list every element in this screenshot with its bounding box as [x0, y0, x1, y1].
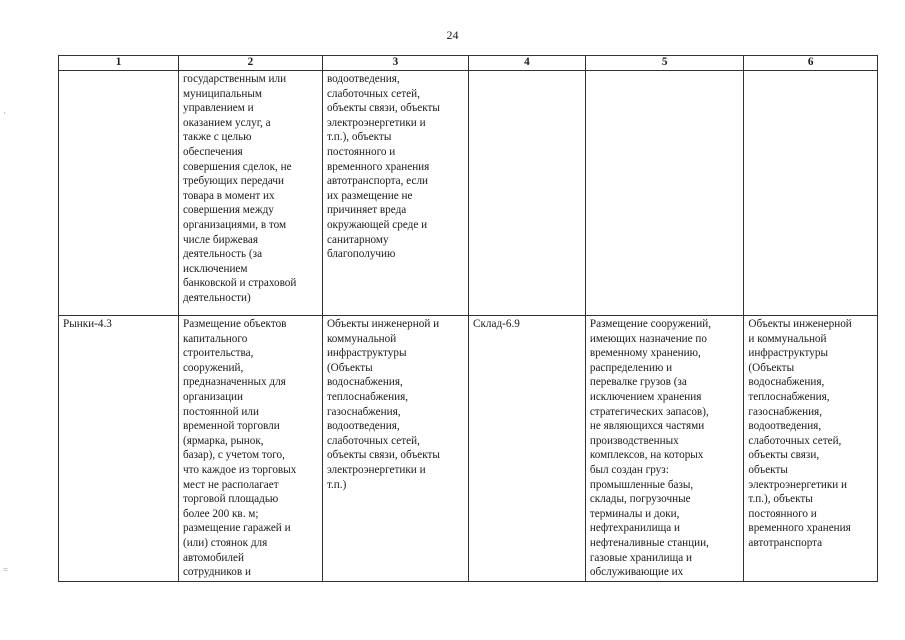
column-header-5: 5 [585, 56, 744, 71]
table-cell [59, 71, 179, 316]
table-cell [585, 316, 744, 582]
table-cell [178, 316, 322, 582]
column-header-3: 3 [322, 56, 468, 71]
table-header-row [59, 56, 878, 71]
table-cell [744, 316, 878, 582]
table-cell [469, 71, 586, 316]
cell-text: Объекты инженерной и коммунальной инфраструктуры (Объекты водоснабжения, теплоснабжения, газоснабжения, водоотведения, слаботочных сетей, объекты связи, объекты электроэнергетики и т.п.) [326, 318, 440, 491]
cell-text: Размещение объектов капитального строительства, сооружений, предназначенных для организации постоянной или временной торговли (ярмарка, рынок, базар), с учетом того, что каждое из торговых мест не располагает торговой площадью более 200 кв. м; размещение гаражей и (или) стоянок для автомобилей сотрудников и [182, 318, 297, 579]
table-cell [178, 71, 322, 316]
table-cell [744, 71, 878, 316]
table-cell [585, 71, 744, 316]
table-row [59, 316, 878, 582]
table-cell [469, 316, 586, 582]
table-cell [322, 71, 468, 316]
scan-artifact: · [3, 108, 6, 118]
page-number: 24 [446, 28, 459, 42]
zoning-table [58, 55, 878, 582]
column-header-4: 4 [469, 56, 586, 71]
cell-text: Склад-6.9 [473, 318, 520, 330]
table-cell [322, 316, 468, 582]
cell-text: Объекты инженерной и коммунальной инфраструктуры (Объекты водоснабжения, теплоснабжения, газоснабжения, водоотведения, слаботочных сетей, объекты связи, объекты электроэнергетики и т.п.), объекты постоянного и временного хранения автотранспорта [748, 318, 852, 549]
table-cell [59, 316, 179, 582]
scan-artifact: = [3, 565, 9, 575]
table-row [59, 71, 878, 316]
column-header-2: 2 [178, 56, 322, 71]
cell-text: водоотведения, слаботочных сетей, объекты связи, объекты электроэнергетики и т.п.), объекты постоянного и временного хранения автотранспорта, если их размещение не причиняет вреда окружающей среде и санитарному благополучию [326, 73, 440, 261]
cell-text: Размещение сооружений, имеющих назначение по временному хранению, распределению и перевалке грузов (за исключением хранения стратегических запасов), не являющихся частями производственных комплексов, на которых был создан груз: промышленные базы, склады, погрузочные терминалы и доки, нефтехранилища и нефтеналивные станции, газовые хранилища и обслуживающие их [589, 318, 712, 579]
column-header-1: 1 [59, 56, 179, 71]
cell-text: государственным или муниципальным управлением и оказанием услуг, а также с целью обеспечения совершения сделок, не требующих передачи товара в момент их совершения между организациями, в том числе биржевая деятельность (за исключением банковской и страховой деятельности) [182, 73, 297, 304]
cell-text: Рынки-4.3 [63, 318, 112, 330]
column-header-6: 6 [744, 56, 878, 71]
